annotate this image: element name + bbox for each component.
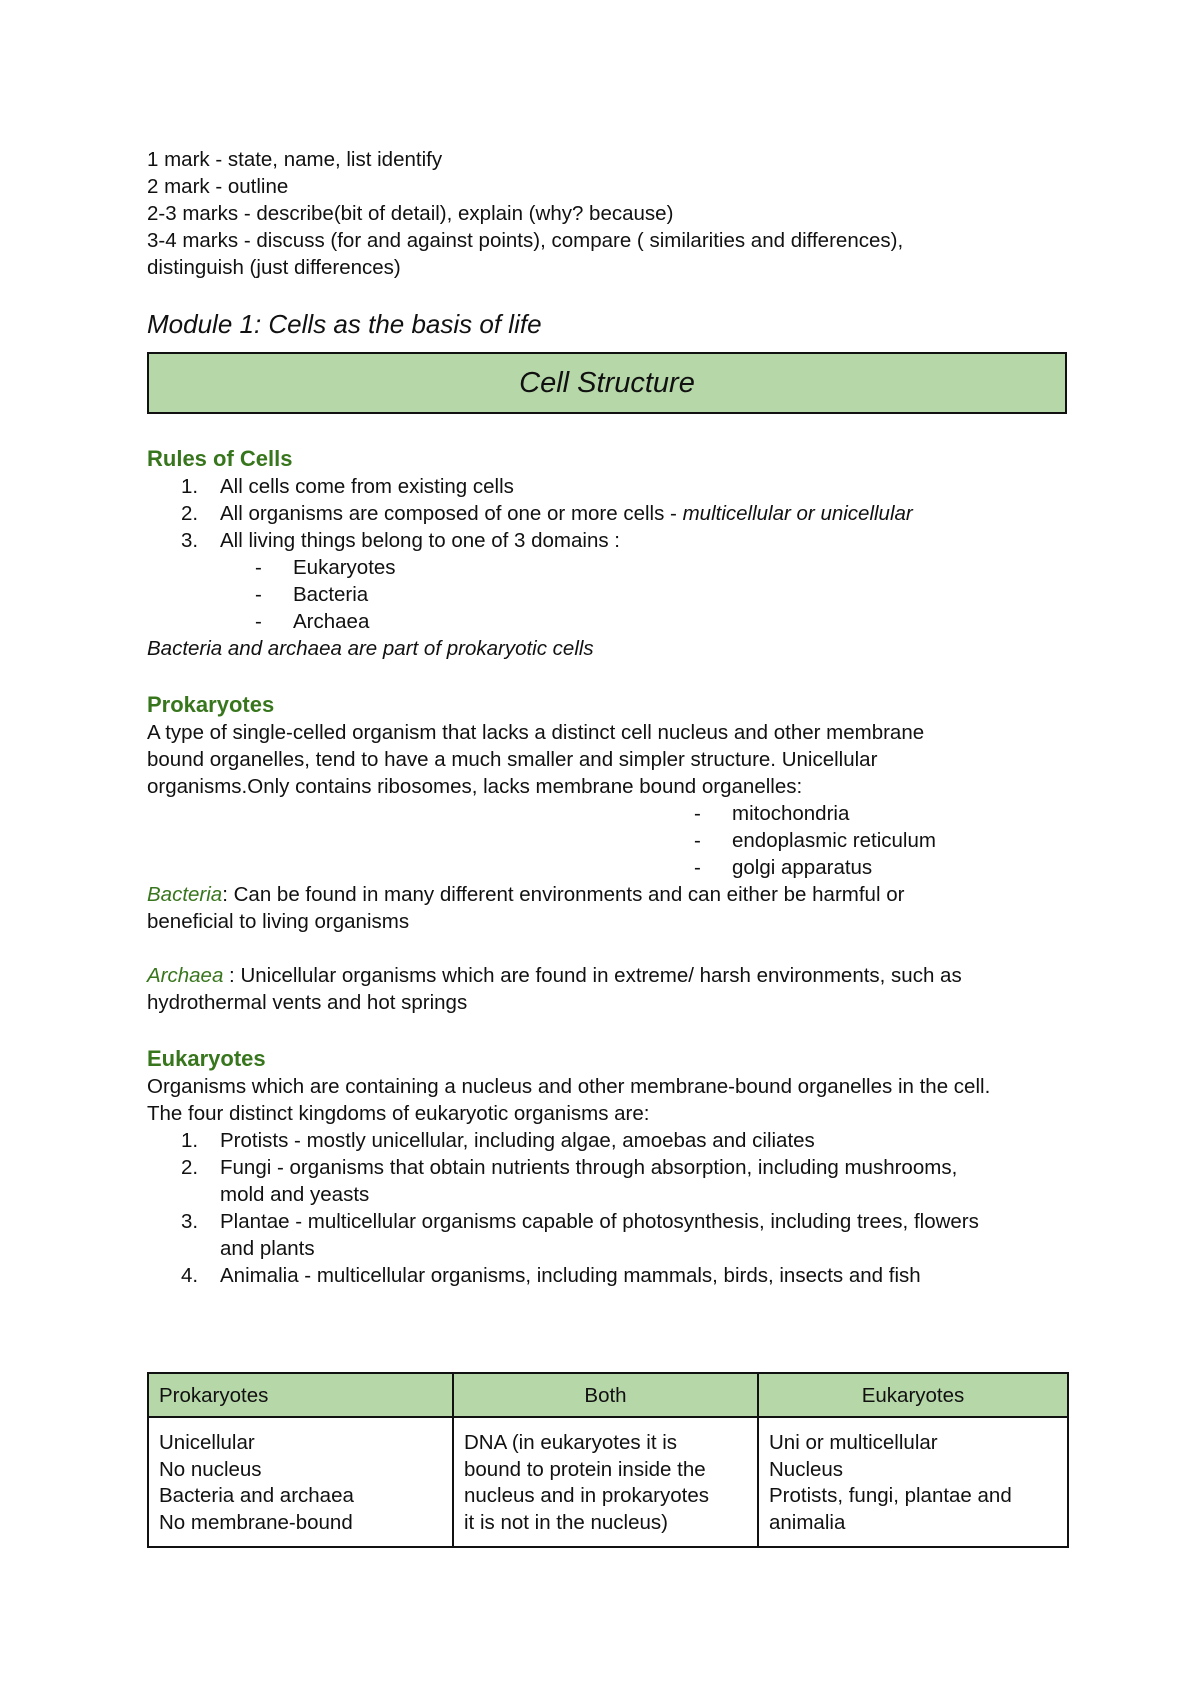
marks-guide: [147, 146, 1067, 281]
bacteria-definition: [147, 881, 1067, 935]
eukaryotes-heading: Eukaryotes: [147, 1046, 266, 1071]
list-item: - golgi apparatus: [694, 856, 873, 879]
table-header-row: [148, 1373, 1068, 1417]
marks-line: 1 mark - state, name, list identify: [147, 148, 443, 171]
cell-line: Unicellular: [159, 1431, 255, 1454]
document-content: [147, 146, 1067, 1289]
archaea-text: : Unicellular organisms which are found in extreme/ harsh environments, such as: [223, 964, 962, 987]
list-number: 1.: [181, 1129, 199, 1152]
kingdom-text: Protists - mostly unicellular, including algae, amoebas and ciliates: [220, 1129, 815, 1152]
list-item: [147, 527, 1067, 554]
cell-line: Protists, fungi, plantae and: [769, 1484, 1012, 1507]
archaea-term: Archaea: [147, 964, 224, 987]
list-number: 2.: [181, 1156, 199, 1179]
rules-note: Bacteria and archaea are part of prokaryotic cells: [147, 637, 594, 660]
cell-line: Nucleus: [769, 1457, 844, 1481]
cell-line: DNA (in eukaryotes it is: [464, 1431, 678, 1454]
list-item: - Archaea: [255, 610, 370, 633]
rule-text: All cells come from existing cells: [220, 475, 514, 498]
marks-line: 2 mark - outline: [147, 175, 289, 198]
list-item: [147, 473, 1067, 500]
organelle-name: endoplasmic reticulum: [732, 829, 936, 852]
paragraph-line: The four distinct kingdoms of eukaryotic organisms are:: [147, 1102, 650, 1125]
list-number: 3.: [181, 1210, 199, 1233]
cell-line: No membrane-bound: [159, 1510, 353, 1534]
eukaryotes-text: [147, 1073, 1067, 1127]
cell-line: Bacteria and archaea: [159, 1484, 354, 1507]
marks-line: 3-4 marks - discuss (for and against points), compare ( similarities and differences),: [147, 229, 904, 252]
cell-line: animalia: [769, 1510, 846, 1534]
comparison-table: [147, 1372, 1069, 1548]
paragraph-line: organisms.Only contains ribosomes, lacks membrane bound organelles:: [147, 775, 803, 798]
bacteria-text: : Can be found in many different environments and can either be harmful or: [222, 883, 905, 906]
domain-name: Archaea: [293, 610, 370, 633]
table-header-prokaryotes: Prokaryotes: [148, 1373, 453, 1417]
kingdom-text: Plantae - multicellular organisms capable of photosynthesis, including trees, flowers: [220, 1210, 979, 1233]
table-row: [148, 1417, 1068, 1547]
list-number: 2.: [181, 502, 199, 525]
kingdoms-list: [147, 1127, 1067, 1289]
rules-heading: Rules of Cells: [147, 446, 293, 471]
cell-line: Uni or multicellular: [769, 1431, 938, 1454]
cell-structure-banner: [147, 352, 1067, 414]
module-title: Module 1: Cells as the basis of life: [147, 309, 542, 339]
cell-line: No nucleus: [159, 1457, 262, 1481]
list-number: 3.: [181, 529, 199, 552]
table-cell-eukaryotes: [758, 1417, 1068, 1547]
organelle-name: mitochondria: [732, 802, 850, 825]
list-number: 4.: [181, 1264, 199, 1287]
cell-line: nucleus and in prokaryotes: [464, 1484, 710, 1507]
list-item: - Eukaryotes: [255, 556, 396, 579]
table-header-eukaryotes: Eukaryotes: [758, 1373, 1068, 1417]
bacteria-text: beneficial to living organisms: [147, 910, 410, 933]
prokaryotes-text: [147, 719, 1067, 800]
kingdom-text: and plants: [220, 1237, 315, 1260]
kingdom-text: Animalia - multicellular organisms, including mammals, birds, insects and fish: [220, 1264, 921, 1287]
marks-line: 2-3 marks - describe(bit of detail), explain (why? because): [147, 202, 674, 225]
archaea-text: hydrothermal vents and hot springs: [147, 991, 468, 1014]
list-item: - mitochondria: [694, 802, 850, 825]
list-item: [147, 1154, 1067, 1208]
banner-title: Cell Structure: [519, 366, 695, 399]
bacteria-term: Bacteria: [147, 883, 223, 906]
lacking-organelles-list: [147, 800, 1067, 881]
list-item: [147, 1208, 1067, 1262]
cell-line: bound to protein inside the: [464, 1457, 706, 1481]
kingdom-text: Fungi - organisms that obtain nutrients through absorption, including mushrooms,: [220, 1156, 958, 1179]
domain-name: Eukaryotes: [293, 556, 396, 579]
rule-text: All living things belong to one of 3 domains :: [220, 529, 621, 552]
prokaryotes-heading: Prokaryotes: [147, 692, 275, 717]
rule-text-italic: multicellular or unicellular: [682, 502, 913, 525]
list-number: 1.: [181, 475, 199, 498]
domains-list: [147, 554, 1067, 635]
rule-text: All organisms are composed of one or more cells -: [220, 502, 683, 525]
domain-name: Bacteria: [293, 583, 369, 606]
cell-line: it is not in the nucleus): [464, 1510, 668, 1534]
list-item: [147, 1262, 1067, 1289]
kingdom-text: mold and yeasts: [220, 1183, 370, 1206]
paragraph-line: A type of single-celled organism that lacks a distinct cell nucleus and other membrane: [147, 721, 925, 744]
paragraph-line: bound organelles, tend to have a much smaller and simpler structure. Unicellular: [147, 748, 878, 771]
organelle-name: golgi apparatus: [732, 856, 873, 879]
paragraph-line: Organisms which are containing a nucleus and other membrane-bound organelles in the cell.: [147, 1075, 991, 1098]
table-cell-both: [453, 1417, 758, 1547]
table-cell-prokaryotes: [148, 1417, 453, 1547]
table-header-both: Both: [453, 1373, 758, 1417]
archaea-definition: [147, 962, 1067, 1016]
list-item: - Bacteria: [255, 583, 369, 606]
rules-list: [147, 473, 1067, 554]
marks-line: distinguish (just differences): [147, 256, 401, 279]
list-item: [147, 500, 1067, 527]
list-item: [147, 1127, 1067, 1154]
list-item: - endoplasmic reticulum: [694, 829, 936, 852]
